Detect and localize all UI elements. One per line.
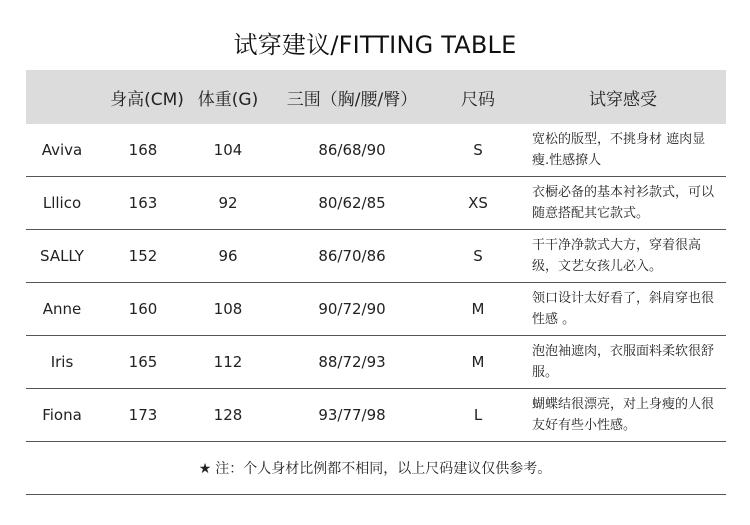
cell-name: Fiona: [42, 406, 82, 424]
page-title: 试穿建议/FITTING TABLE: [233, 31, 517, 59]
star-icon: ★: [198, 461, 212, 477]
table-row: [26, 124, 726, 177]
table-row: [26, 389, 726, 442]
cell-feeling: 宽松的版型，不挑身材 遮肉显瘦.性感撩人: [532, 132, 706, 168]
cell-size: XS: [468, 194, 488, 212]
cell-height: 163: [128, 194, 158, 212]
table-header: [26, 70, 726, 124]
cell-feeling: 蝴蝶结很漂亮，对上身瘦的人很友好有些小性感。: [532, 397, 715, 433]
cell-size: S: [473, 247, 483, 265]
footnote-text: 注：个人身材比例都不相同，以上尺码建议仅供参考。: [215, 461, 552, 477]
cell-weight: 108: [213, 300, 243, 318]
cell-weight: 128: [213, 406, 243, 424]
cell-feeling: 干干净净款式大方，穿着很高级，文艺女孩儿必入。: [532, 238, 702, 274]
cell-feeling: 泡泡袖遮肉，衣服面料柔软很舒服。: [532, 344, 715, 380]
cell-height: 173: [128, 406, 158, 424]
header-height: 身高(CM): [110, 89, 184, 110]
cell-height: 165: [128, 353, 158, 371]
fitting-table: [26, 70, 726, 442]
cell-name: SALLY: [40, 247, 84, 265]
cell-height: 168: [128, 141, 158, 159]
cell-weight: 112: [213, 353, 243, 371]
table-row: [26, 336, 726, 389]
cell-name: Anne: [42, 300, 82, 318]
cell-weight: 96: [218, 247, 238, 265]
cell-size: S: [473, 141, 483, 159]
cell-measurements: 86/68/90: [318, 141, 386, 159]
footnote: [0, 458, 750, 478]
header-weight: 体重(G): [197, 89, 259, 110]
cell-weight: 92: [218, 194, 238, 212]
header-feeling: 试穿感受: [589, 89, 657, 110]
table-row: [26, 283, 726, 336]
cell-size: M: [471, 300, 485, 318]
cell-measurements: 90/72/90: [318, 300, 386, 318]
cell-height: 152: [128, 247, 158, 265]
cell-size: M: [471, 353, 485, 371]
cell-size: L: [473, 406, 483, 424]
cell-height: 160: [128, 300, 158, 318]
table-row: [26, 177, 726, 230]
table-row: [26, 230, 726, 283]
cell-feeling: 衣橱必备的基本衬衫款式，可以随意搭配其它款式。: [532, 185, 715, 221]
cell-measurements: 86/70/86: [318, 247, 386, 265]
cell-measurements: 80/62/85: [318, 194, 386, 212]
cell-feeling: 领口设计太好看了，斜肩穿也很性感 。: [532, 291, 715, 327]
header-size: 尺码: [461, 89, 495, 110]
cell-weight: 104: [213, 141, 243, 159]
cell-name: Lllico: [42, 194, 82, 212]
cell-name: Aviva: [41, 141, 83, 159]
bottom-divider: [26, 494, 726, 495]
cell-measurements: 93/77/98: [318, 406, 386, 424]
cell-measurements: 88/72/93: [318, 353, 386, 371]
cell-name: Iris: [50, 353, 74, 371]
header-measurements: 三围（胸/腰/臀）: [286, 89, 418, 110]
